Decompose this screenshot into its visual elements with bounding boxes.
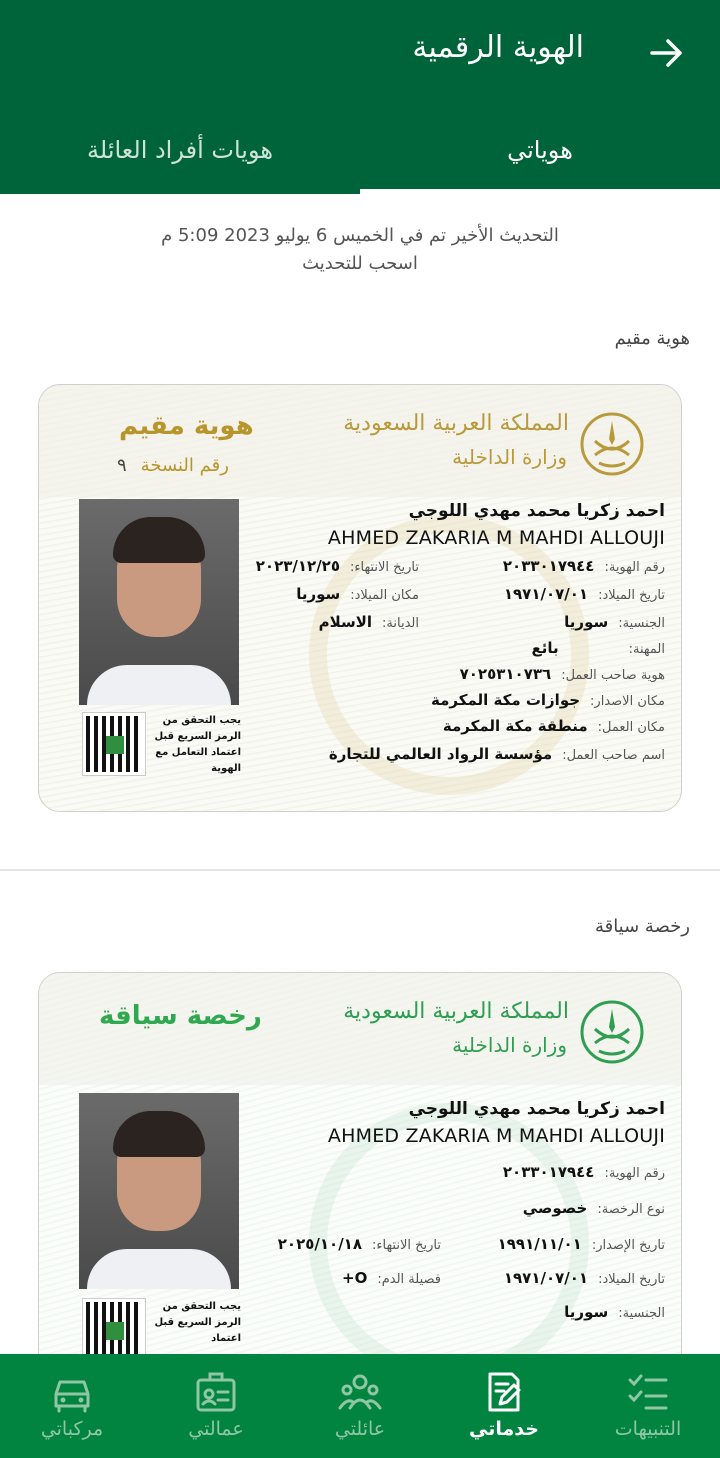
saudi-emblem-icon	[579, 411, 645, 477]
nav-label: عائلتي	[334, 1418, 386, 1440]
car-icon	[50, 1370, 94, 1414]
nav-notifications[interactable]	[576, 1354, 720, 1458]
ministry-name: وزارة الداخلية	[452, 1033, 567, 1057]
checklist-icon	[626, 1370, 670, 1414]
employer-name-row: اسم صاحب العمل:مؤسسة الرواد العالمي للتجارة	[328, 745, 665, 763]
driving-license-card[interactable]	[38, 972, 682, 1392]
religion-row: الديانة:الاسلام	[318, 613, 419, 631]
holder-name-en: AHMED ZAKARIA M MAHDI ALLOUJI	[327, 527, 665, 549]
bottom-nav	[0, 1354, 720, 1458]
version-label: رقم النسخة	[140, 455, 229, 476]
version-row	[117, 455, 229, 476]
qr-verification-note: يجب التحقق من الرمز السريع قبل اعتماد التعامل مع الهوية	[154, 715, 241, 774]
qr-code[interactable]	[83, 713, 145, 775]
employer-id-row: هوية صاحب العمل:٧٠٢٥٣١٠٧٣٦	[459, 665, 665, 683]
expiry-row: تاريخ الانتهاء:٢٠٢٥/١٠/١٨	[277, 1235, 441, 1253]
badge-icon	[194, 1370, 238, 1414]
version-number: ٩	[117, 455, 127, 476]
nav-workers[interactable]	[144, 1354, 288, 1458]
license-type-row: نوع الرخصة:خصوصي	[522, 1199, 665, 1217]
card-title: رخصة سياقة	[99, 1001, 262, 1031]
resident-id-card[interactable]	[38, 384, 682, 812]
update-info	[0, 222, 720, 278]
resident-id-section-label: هوية مقيم	[614, 328, 690, 349]
last-updated-text: التحديث الأخير تم في الخميس 6 يوليو 2023 5:09 م	[161, 225, 559, 246]
dob-row: تاريخ الميلاد:١٩٧١/٠٧/٠١	[503, 1269, 665, 1287]
nav-label: التنبيهات	[614, 1418, 682, 1440]
kingdom-name: المملكة العربية السعودية	[343, 999, 569, 1024]
blood-type-row: فصيلة الدم:O+	[342, 1269, 441, 1287]
nav-label: خدماتي	[469, 1418, 539, 1440]
nav-services[interactable]	[432, 1354, 576, 1458]
tab-family-ids[interactable]: هويات أفراد العائلة	[87, 136, 273, 164]
card-title: هوية مقيم	[119, 411, 254, 441]
ministry-name: وزارة الداخلية	[452, 445, 567, 469]
section-divider	[0, 869, 720, 871]
birthplace-row: مكان الميلاد:سوريا	[296, 585, 419, 603]
holder-photo	[79, 499, 239, 705]
holder-photo	[79, 1093, 239, 1289]
app-bar	[0, 0, 720, 194]
arrow-right-icon[interactable]	[648, 34, 686, 72]
issue-place-row: مكان الاصدار:جوازات مكة المكرمة	[431, 691, 665, 709]
holder-name-ar: احمد زكريا محمد مهدي اللوجي	[408, 1099, 665, 1119]
id-number-row: رقم الهوية:٢٠٣٣٠١٧٩٤٤	[502, 557, 665, 575]
qr-verification-note: يجب التحقق من الرمز السريع قبل اعتماد	[154, 1301, 241, 1344]
document-edit-icon	[482, 1370, 526, 1414]
occupation-row: المهنة:بائع	[531, 639, 665, 657]
nav-label: عمالتي	[188, 1418, 244, 1440]
page-title: الهوية الرقمية	[412, 30, 584, 65]
saudi-emblem-icon	[579, 999, 645, 1065]
holder-name-en: AHMED ZAKARIA M MAHDI ALLOUJI	[327, 1125, 665, 1147]
kingdom-name: المملكة العربية السعودية	[343, 411, 569, 436]
nav-label: مركباتي	[40, 1418, 104, 1440]
dob-row: تاريخ الميلاد:١٩٧١/٠٧/٠١	[503, 585, 665, 603]
pull-to-refresh-hint: اسحب للتحديث	[302, 253, 418, 274]
nationality-row: الجنسية:سوريا	[564, 613, 665, 631]
tab-my-ids[interactable]: هوياتي	[507, 136, 573, 164]
nav-vehicles[interactable]	[0, 1354, 144, 1458]
tab-indicator	[360, 189, 720, 194]
driving-license-section-label: رخصة سياقة	[594, 916, 690, 937]
issue-date-row: تاريخ الإصدار:١٩٩١/١١/٠١	[497, 1235, 665, 1253]
family-icon	[338, 1370, 382, 1414]
id-number-row: رقم الهوية:٢٠٣٣٠١٧٩٤٤	[502, 1163, 665, 1181]
nav-family[interactable]	[288, 1354, 432, 1458]
qr-code[interactable]	[83, 1299, 145, 1361]
holder-name-ar: احمد زكريا محمد مهدي اللوجي	[408, 501, 665, 521]
expiry-row: تاريخ الانتهاء:٢٠٢٣/١٢/٢٥	[255, 557, 419, 575]
work-place-row: مكان العمل:منطقة مكة المكرمة	[442, 717, 665, 735]
nationality-row: الجنسية:سوريا	[564, 1303, 665, 1321]
